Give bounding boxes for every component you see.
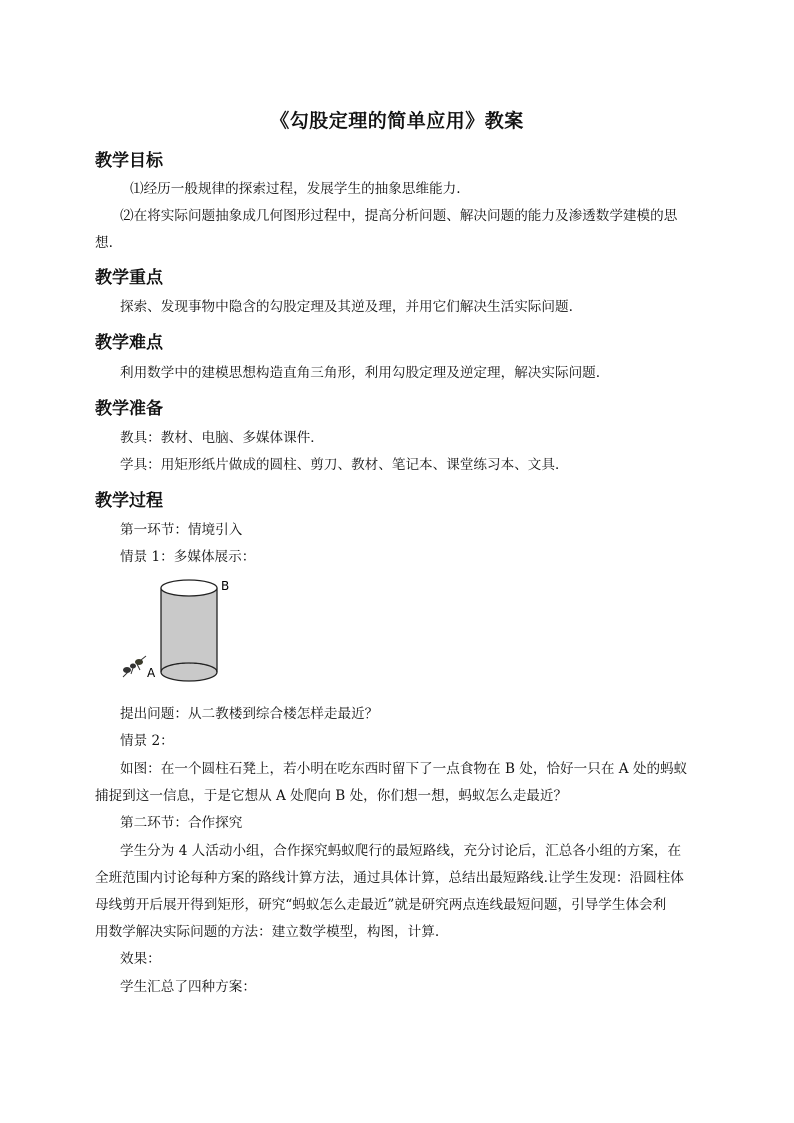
- heading-preparation: 教学准备: [95, 399, 163, 419]
- goal-paragraph-2-line-1: ⑵在将实际问题抽象成几何图形过程中，提高分析问题、解决问题的能力及渗透数学建模的思: [120, 208, 678, 224]
- difficulty-paragraph: 利用数学中的建模思想构造直角三角形，利用勾股定理及逆定理，解决实际问题.: [120, 365, 601, 381]
- heading-teaching-process: 教学过程: [95, 491, 163, 511]
- cylinder-figure: [118, 576, 248, 688]
- effect-label: 效果：: [120, 951, 161, 967]
- cooperation-line-3: 母线剪开后展开得到矩形，研究“蚂蚁怎么走最近”就是研究两点连线最短问题，引导学生体会利: [95, 897, 667, 913]
- step-1-label: 第一环节：情境引入: [120, 522, 243, 538]
- scene-1-label: 情景 1：多媒体展示：: [120, 549, 256, 565]
- heading-key-points: 教学重点: [95, 268, 163, 288]
- cooperation-line-4: 用数学解决实际问题的方法：建立数学模型，构图，计算.: [95, 924, 440, 940]
- goal-paragraph-2-line-2: 想.: [95, 235, 113, 251]
- cylinder-illustration: [118, 576, 248, 688]
- key-paragraph: 探索、发现事物中隐含的勾股定理及其逆及理，并用它们解决生活实际问题.: [120, 299, 573, 315]
- cooperation-line-1: 学生分为 4 人活动小组，合作探究蚂蚁爬行的最短路线，充分讨论后，汇总各小组的方案，在: [120, 843, 682, 859]
- ant-icon: [123, 656, 146, 677]
- scene-2-label: 情景 2：: [120, 733, 174, 749]
- prep-learning-tools: 学具：用矩形纸片做成的圆柱、剪刀、教材、笔记本、课堂练习本、文具．: [120, 457, 569, 473]
- cylinder-body: [161, 588, 217, 672]
- prep-teaching-tools: 教具：教材、电脑、多媒体课件．: [120, 430, 324, 446]
- goal-paragraph-1: ⑴经历一般规律的探索过程，发展学生的抽象思维能力.: [130, 181, 461, 197]
- point-a-label: A: [147, 666, 156, 680]
- heading-difficulties: 教学难点: [95, 333, 163, 353]
- cooperation-line-2: 全班范围内讨论每种方案的路线计算方法，通过具体计算，总结出最短路线.让学生发现：沿圆柱体: [95, 870, 684, 886]
- point-b-label: B: [221, 579, 230, 593]
- scene-2-line-2: 捕捉到这一信息，于是它想从 A 处爬向 B 处，你们想一想，蚂蚁怎么走最近？: [95, 788, 568, 804]
- page-title: 《勾股定理的简单应用》教案: [270, 110, 524, 132]
- scene-2-line-1: 如图：在一个圆柱石凳上，若小明在吃东西时留下了一点食物在 B 处，恰好一只在 A 处的蚂蚁: [120, 761, 688, 777]
- cylinder-top: [161, 580, 217, 596]
- heading-teaching-goals: 教学目标: [95, 151, 163, 171]
- summary-paragraph: 学生汇总了四种方案：: [120, 979, 256, 995]
- question-paragraph: 提出问题：从二教楼到综合楼怎样走最近？: [120, 706, 379, 722]
- step-2-label: 第二环节：合作探究: [120, 815, 243, 831]
